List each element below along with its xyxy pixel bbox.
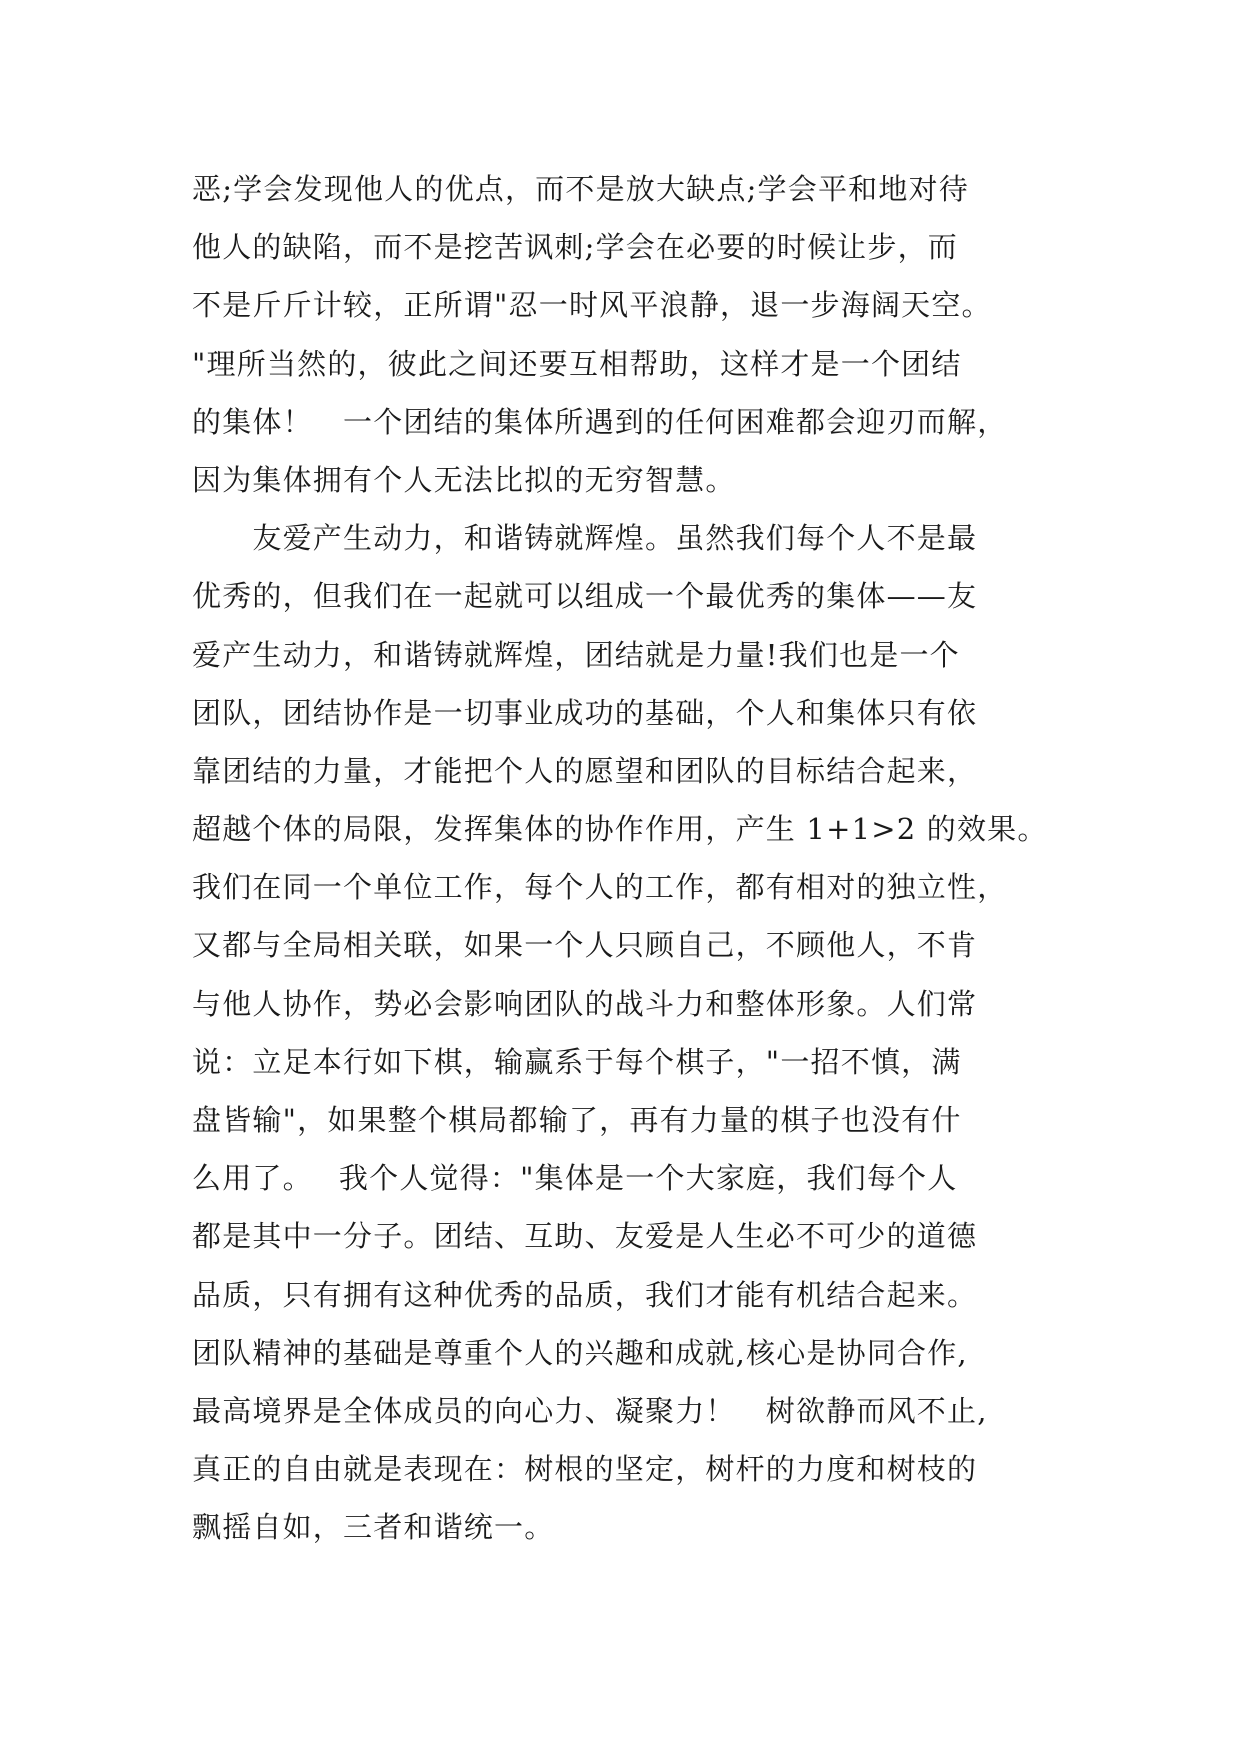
text-line: 超越个体的局限，发挥集体的协作作用，产生 1+1>2 的效果。 <box>192 812 1048 847</box>
text-line: 真正的自由就是表现在：树根的坚定，树杆的力度和树枝的 <box>192 1452 978 1487</box>
text-line: 恶;学会发现他人的优点，而不是放大缺点;学会平和地对待 <box>192 172 969 206</box>
text-line: 我们在同一个单位工作，每个人的工作，都有相对的独立性， <box>192 870 1008 905</box>
text-line: 团队，团结协作是一切事业成功的基础，个人和集体只有依 <box>192 695 978 730</box>
text-line: 靠团结的力量，才能把个人的愿望和团队的目标结合起来， <box>192 753 978 788</box>
text-line: 友爱产生动力，和谐铸就辉煌。虽然我们每个人不是最 <box>192 521 978 556</box>
body-text <box>192 160 1052 1557</box>
text-line: 最高境界是全体成员的向心力、凝聚力！ 树欲静而风不止, <box>192 1393 988 1428</box>
text-line: 团队精神的基础是尊重个人的兴趣和成就,核心是协同合作, <box>192 1335 968 1370</box>
text-line: 他人的缺陷，而不是挖苦讽刺;学会在必要的时候让步，而 <box>192 230 958 265</box>
text-line: 与他人协作，势必会影响团队的战斗力和整体形象。人们常 <box>192 986 978 1021</box>
text-line: 又都与全局相关联，如果一个人只顾自己，不顾他人，不肯 <box>192 928 978 963</box>
text-line: 因为集体拥有个人无法比拟的无穷智慧。 <box>192 462 736 497</box>
text-line: 不是斤斤计较，正所谓"忍一时风平浪静，退一步海阔天空。 <box>192 288 992 323</box>
text-line: 爱产生动力，和谐铸就辉煌，团结就是力量!我们也是一个 <box>192 637 960 672</box>
text-line: 盘皆输"，如果整个棋局都输了，再有力量的棋子也没有什 <box>192 1103 962 1137</box>
text-line: 说：立足本行如下棋，输赢系于每个棋子，"一招不慎，满 <box>192 1044 962 1079</box>
text-line: 么用了。 我个人觉得："集体是一个大家庭，我们每个人 <box>192 1161 958 1196</box>
text-line: "理所当然的，彼此之间还要互相帮助，这样才是一个团结 <box>192 346 962 381</box>
text-line: 的集体！ 一个团结的集体所遇到的任何困难都会迎刃而解， <box>192 404 1008 439</box>
text-line: 都是其中一分子。团结、互助、友爱是人生必不可少的道德 <box>192 1219 978 1254</box>
text-line: 优秀的，但我们在一起就可以组成一个最优秀的集体——友 <box>192 579 978 614</box>
text-line: 飘摇自如，三者和谐统一。 <box>192 1510 555 1545</box>
text-line: 品质，只有拥有这种优秀的品质，我们才能有机结合起来。 <box>192 1277 978 1312</box>
